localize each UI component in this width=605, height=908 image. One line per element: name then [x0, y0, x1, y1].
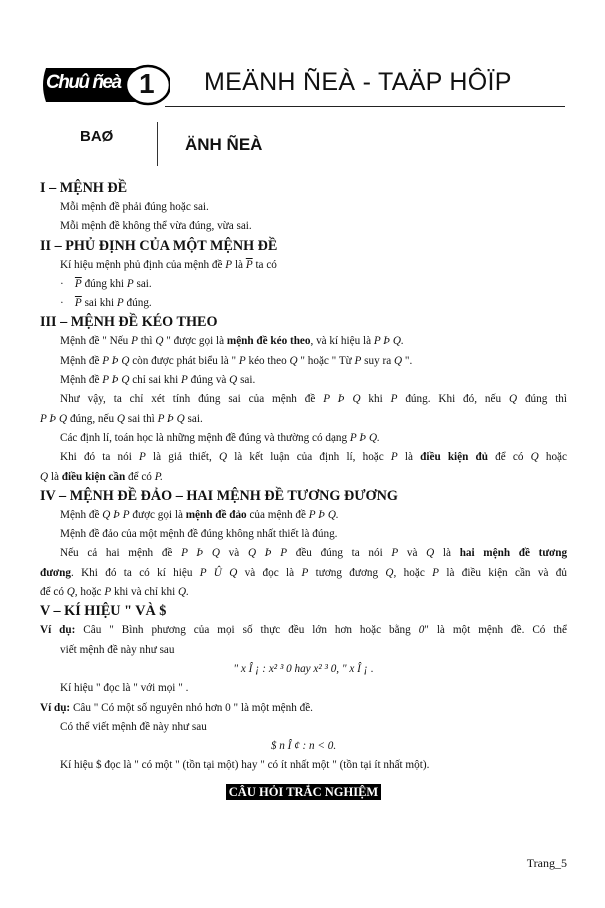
example-line: Ví dụ: Câu " Có một số nguyên nhỏ hơn 0 " là một mệnh đề.: [40, 701, 313, 714]
text-line: Có thể viết mệnh đề này như sau: [60, 720, 207, 733]
text-line: Như vậy, ta chỉ xét tính đúng sai của mệnh đề P Þ Q khi P đúng. Khi đó, nếu Q đúng thì: [60, 393, 568, 406]
lesson-content: [40, 179, 567, 814]
header-divider: [157, 122, 158, 166]
lesson-title: ÄNH ÑEÀ: [185, 135, 263, 154]
section-title: V – KÍ HIỆU " VÀ $: [40, 603, 167, 620]
text-line: Khi đó ta nói P là giả thiết, Q là kết luận của định lí, hoặc P là điều kiện đủ để có Q hoặc: [60, 451, 567, 464]
example-line: Ví dụ: Câu " Bình phương của mọi số thực đều lớn hơn hoặc bằng 0" là một mệnh đề. Có thể: [40, 624, 567, 637]
text-line: Mỗi mệnh đề không thể vừa đúng, vừa sai.: [60, 220, 252, 233]
text-line: Mệnh đề P Þ Q chỉ sai khi P đúng và Q sai.: [60, 374, 256, 387]
text-line: Kí hiệu mệnh phủ định của mệnh đề P là $\overline{P}$ ta có: [60, 258, 277, 271]
header-rule: [165, 106, 565, 107]
text-line: để có Q, hoặc P khi và chỉ khi Q.: [40, 586, 189, 599]
badge-text: Chuû ñeà: [46, 72, 121, 93]
text-line: đương. Khi đó ta có kí hiệu P Û Q và đọc là P tương đương Q, hoặc P là điều kiện cần và đủ: [40, 566, 567, 579]
page-number: Trang_5: [526, 856, 567, 870]
chapter-badge: [38, 62, 170, 108]
text-line: Nếu cả hai mệnh đề P Þ Q và Q Þ P đều đúng ta nói P và Q là hai mệnh đề tương: [60, 547, 568, 560]
text-line: P Þ Q đúng, nếu Q sai thì P Þ Q sai.: [40, 412, 203, 425]
section-title: I – MỆNH ĐỀ: [40, 180, 128, 196]
text-line: Mệnh đề Q Þ P được gọi là mệnh đề đảo của mệnh đề P Þ Q.: [60, 508, 339, 521]
bullet: ·: [60, 277, 64, 290]
chapter-number: 1: [139, 68, 155, 99]
text-line: viết mệnh đề này như sau: [60, 643, 175, 656]
formula: " x Î ¡ : x² ³ 0 hay x² ³ 0, " x Î ¡ .: [233, 662, 374, 675]
quiz-heading: [40, 782, 567, 803]
section-title: IV – MỆNH ĐỀ ĐẢO – HAI MỆNH ĐỀ TƯƠNG ĐƯƠNG: [40, 487, 398, 504]
formula: $ n Î ¢ : n < 0.: [270, 740, 337, 753]
section-title: II – PHỦ ĐỊNH CỦA MỘT MỆNH ĐỀ: [40, 237, 278, 254]
section-title: III – MỆNH ĐỀ KÉO THEO: [40, 314, 218, 331]
text-line: Các định lí, toán học là những mệnh đề đúng và thường có dạng P Þ Q.: [60, 431, 380, 444]
chapter-title: MEÄNH ÑEÀ - TAÄP HÔÏP: [204, 68, 512, 96]
list-item: · $\overline{P}$ đúng khi P sai.: [60, 277, 152, 290]
text-line: Kí hiệu " đọc là " với mọi " .: [60, 682, 189, 695]
text-line: Mệnh đề đảo của một mệnh đề đúng không nhất thiết là đúng.: [60, 528, 338, 541]
text-line: Kí hiệu $ đọc là " có một " (tồn tại một) hay " có ít nhất một " (tồn tại ít nhất một).: [60, 759, 430, 772]
bullet: ·: [60, 297, 64, 310]
text-line: Mệnh đề " Nếu P thì Q " được gọi là mệnh đề kéo theo, và kí hiệu là P Þ Q.: [60, 335, 404, 348]
lesson-label: BAØ: [80, 128, 114, 145]
text-line: Mệnh đề P Þ Q còn được phát biểu là " P kéo theo Q " hoặc " Từ P suy ra Q ".: [60, 354, 413, 367]
list-item: · $\overline{P}$ sai khi P đúng.: [60, 297, 152, 310]
quiz-heading-label: CÂU HỎI TRẮC NGHIỆM: [226, 784, 381, 800]
text-line: Mỗi mệnh đề phải đúng hoặc sai.: [60, 201, 209, 213]
text-line: Q là điều kiện cần để có P.: [40, 470, 163, 483]
